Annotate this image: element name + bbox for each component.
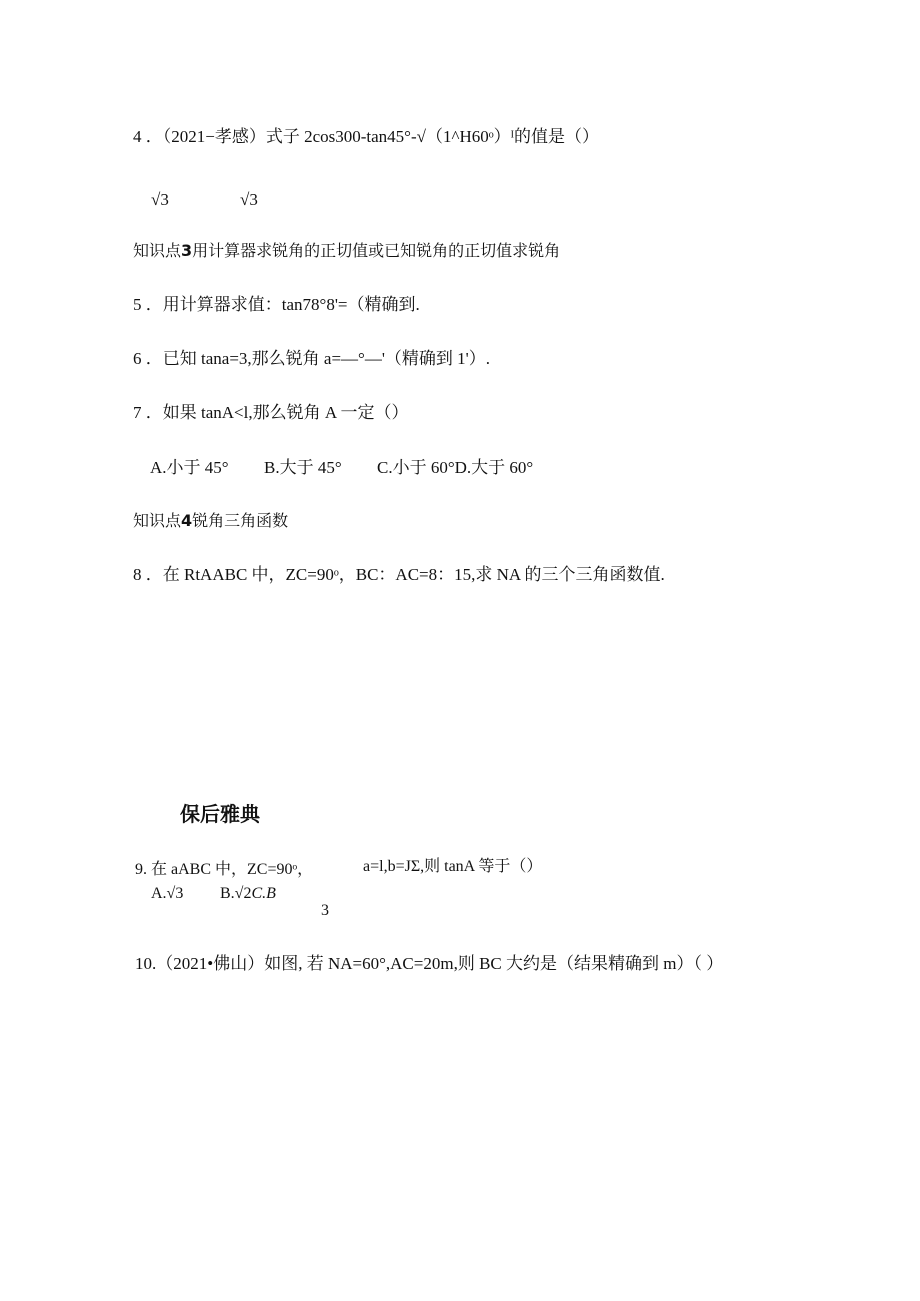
question-8 [133, 564, 665, 586]
question-6 [133, 348, 490, 370]
question-5-text: ．用计算器求值：tan78°8'=（精确到. [145, 295, 420, 314]
knowledge-point-4-prefix: 知识点 [133, 511, 182, 530]
question-9-option-b-c [220, 884, 276, 904]
question-7-option-c-d: C.小于 60°D.大于 60° [377, 458, 534, 477]
question-7-option-a: A.小于 45° [150, 458, 229, 477]
question-4-option-1: √3 [151, 190, 169, 209]
knowledge-point-4-number: 4 [181, 511, 193, 530]
knowledge-point-4-text: 锐角三角函数 [192, 511, 289, 530]
question-5-number: 5 [133, 295, 142, 314]
question-9-option-b: B.√2 [220, 885, 252, 902]
question-4-number: 4 [133, 127, 142, 146]
question-10: 10.（2021•佛山）如图, 若 NA=60°,AC=20m,则 BC 大约是（结果精确到 m）（ ） [135, 954, 724, 973]
question-6-text: ．已知 tana=3,那么锐角 a=—°—'（精确到 1'）. [145, 349, 490, 368]
question-4-option-2: √3 [240, 190, 258, 209]
question-5 [133, 294, 420, 316]
question-4-text: ．（2021−孝感）式子 2cos300-tan45°-√（1^H60ᵒ）ᴵ的值是（） [145, 127, 600, 146]
question-9-denominator: 3 [321, 902, 329, 919]
question-8-text: ．在 RtAABC 中，ZC=90ᵒ，BC：AC=8：15,求 NA 的三个三角函数值. [145, 565, 665, 584]
question-7-option-b: B.大于 45° [264, 458, 342, 477]
question-7-number: 7 [133, 403, 142, 422]
question-7-text: ．如果 tanA<l,那么锐角 A 一定（） [145, 403, 409, 422]
knowledge-point-4 [133, 510, 288, 532]
question-6-number: 6 [133, 349, 142, 368]
question-9-option-c: C.B [251, 885, 276, 902]
knowledge-point-3-number: 3 [181, 241, 193, 260]
knowledge-point-3-prefix: 知识点 [133, 241, 182, 260]
question-9-part-2: a=l,b=JΣ,则 tanA 等于（） [363, 858, 543, 875]
question-4 [133, 126, 599, 148]
section-title: 保后雅典 [180, 802, 260, 826]
question-9-part-1: 9. 在 aABC 中，ZC=90ᵒ， [135, 861, 314, 878]
question-7 [133, 402, 408, 424]
question-8-number: 8 [133, 565, 142, 584]
knowledge-point-3 [133, 240, 560, 262]
knowledge-point-3-text: 用计算器求锐角的正切值或已知锐角的正切值求锐角 [192, 241, 561, 260]
question-9-option-a: A.√3 [151, 885, 184, 902]
